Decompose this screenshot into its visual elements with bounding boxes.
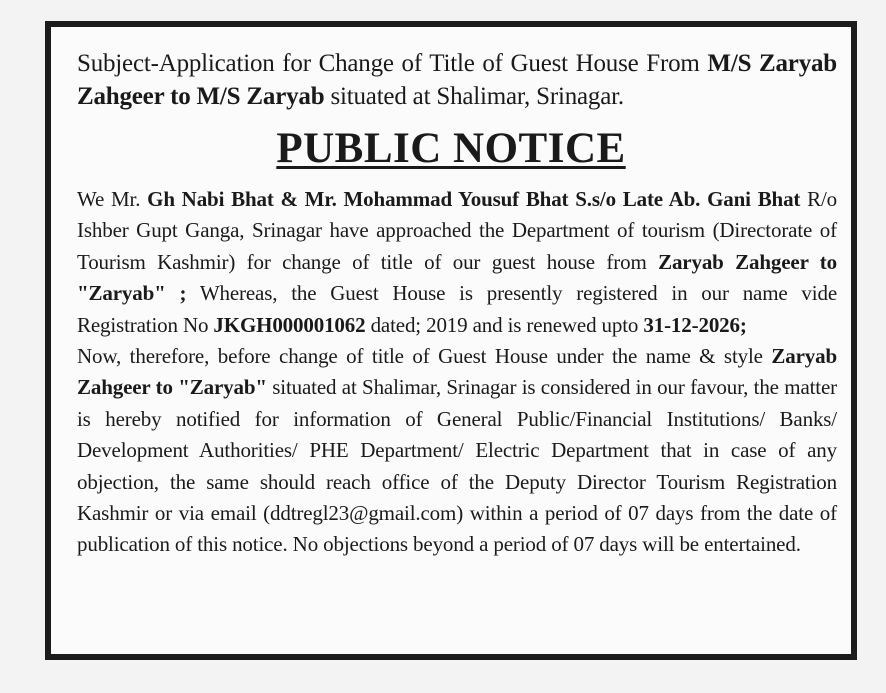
subject-suffix: situated at Shalimar, Srinagar. xyxy=(324,83,624,110)
title-change-2: Zaryab Zahgeer to "Zaryab" xyxy=(77,344,837,400)
notice-paragraph-1: We Mr. Gh Nabi Bhat & Mr. Mohammad Yousuf Bhat S.s/o Late Ab. Gani Bhat R/o Ishber Gupt Ganga, Srinagar have approached the Department of tourism (Directorate of Tourism Kashmir) for change of title of our guest house from Zaryab Zahgeer to "Zaryab" ; Whereas, the Guest House is presently registered in our name vide Registration No JKGH000001062 dated; 2019 and is renewed upto 31-12-2026; xyxy=(77,187,838,337)
registration-number: JKGH000001062 xyxy=(213,312,366,337)
notice-body xyxy=(77,184,837,561)
subject-prefix: Subject-Application for Change of Title of Guest House From xyxy=(77,50,708,77)
title-change: Zaryab Zahgeer to "Zaryab" ; xyxy=(77,249,837,306)
renewal-date: 31-12-2026; xyxy=(643,312,747,337)
applicant-names: Gh Nabi Bhat & Mr. Mohammad Yousuf Bhat S.s/o Late Ab. Gani Bhat xyxy=(147,187,801,211)
notice-paragraph-2: Now, therefore, before change of title of Guest House under the name & style Zaryab Zahgeer to "Zaryab" situated at Shalimar, Srinagar is considered in our favour, the matter is hereby notified for information of General Public/Financial Institutions/ Banks/ Development Authorities/ PHE Department/ Electric Department that in case of any objection, the same should reach office of the Deputy Director Tourism Registration Kashmir or via email (ddtregl23@gmail.com) within a period of 07 days from the date of publication of this notice. No objections beyond a period of 07 days will be entertained. xyxy=(77,344,837,557)
public-notice-box xyxy=(45,21,857,660)
notice-subject xyxy=(77,47,837,113)
notice-title: PUBLIC NOTICE xyxy=(276,125,626,172)
subject-old-name: M/S Zaryab Zahgeer to M/S Zaryab xyxy=(77,50,838,110)
